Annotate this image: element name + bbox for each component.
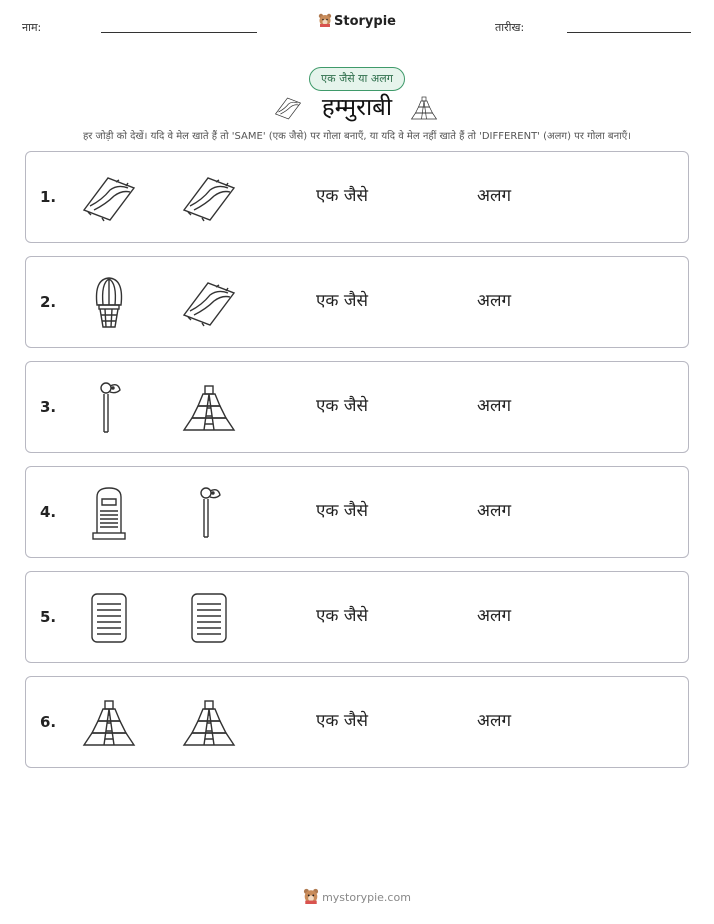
same-option[interactable]: एक जैसे (316, 606, 368, 626)
brand-logo (0, 13, 714, 29)
river-icon (80, 170, 138, 226)
instructions-text: हर जोड़ी को देखें। यदि वे मेल खाते हैं तो 'SAME' (एक जैसे) पर गोला बनाएँ, या यदि वे मेल नहीं खाते हैं तो 'DIFFERENT' (अलग) पर गोला बनाएँ। (82, 131, 632, 142)
same-option[interactable]: एक जैसे (316, 396, 368, 416)
row-number: 5. (40, 608, 57, 626)
footer-url[interactable]: mystorypie.com (322, 891, 411, 904)
different-option[interactable]: अलग (477, 606, 512, 626)
pair-row-4 (25, 466, 689, 558)
tablet-icon (80, 590, 138, 646)
footer (0, 888, 714, 904)
basket-icon (80, 275, 138, 331)
same-option[interactable]: एक जैसे (316, 501, 368, 521)
ziggurat-icon (180, 380, 238, 436)
stele-icon (80, 485, 138, 541)
scepter-icon (80, 380, 138, 436)
same-option[interactable]: एक जैसे (316, 291, 368, 311)
different-option[interactable]: अलग (477, 291, 512, 311)
date-field-line[interactable] (567, 32, 691, 33)
different-option[interactable]: अलग (477, 186, 512, 206)
ziggurat-icon (408, 94, 440, 122)
pair-row-6 (25, 676, 689, 768)
pair-row-5 (25, 571, 689, 663)
bear-logo-icon (318, 13, 332, 27)
pair-row-2 (25, 256, 689, 348)
ziggurat-icon (80, 695, 138, 751)
different-option[interactable]: अलग (477, 396, 512, 416)
name-label: नाम: (22, 21, 42, 34)
river-icon (180, 275, 238, 331)
pair-row-1 (25, 151, 689, 243)
tablet-icon (180, 590, 238, 646)
row-number: 3. (40, 398, 57, 416)
name-field-line[interactable] (101, 32, 257, 33)
row-number: 1. (40, 188, 57, 206)
pair-row-3 (25, 361, 689, 453)
different-option[interactable]: अलग (477, 711, 512, 731)
row-number: 4. (40, 503, 57, 521)
different-option[interactable]: अलग (477, 501, 512, 521)
worksheet-type-badge: एक जैसे या अलग (309, 67, 405, 91)
scepter-icon (180, 485, 238, 541)
same-option[interactable]: एक जैसे (316, 711, 368, 731)
same-option[interactable]: एक जैसे (316, 186, 368, 206)
worksheet-title: हम्मुराबी (321, 93, 393, 121)
row-number: 6. (40, 713, 57, 731)
river-icon (180, 170, 238, 226)
bear-logo-icon (303, 888, 319, 904)
row-number: 2. (40, 293, 57, 311)
date-label: तारीख: (495, 21, 525, 34)
ziggurat-icon (180, 695, 238, 751)
brand-name: Storypie (334, 14, 396, 29)
